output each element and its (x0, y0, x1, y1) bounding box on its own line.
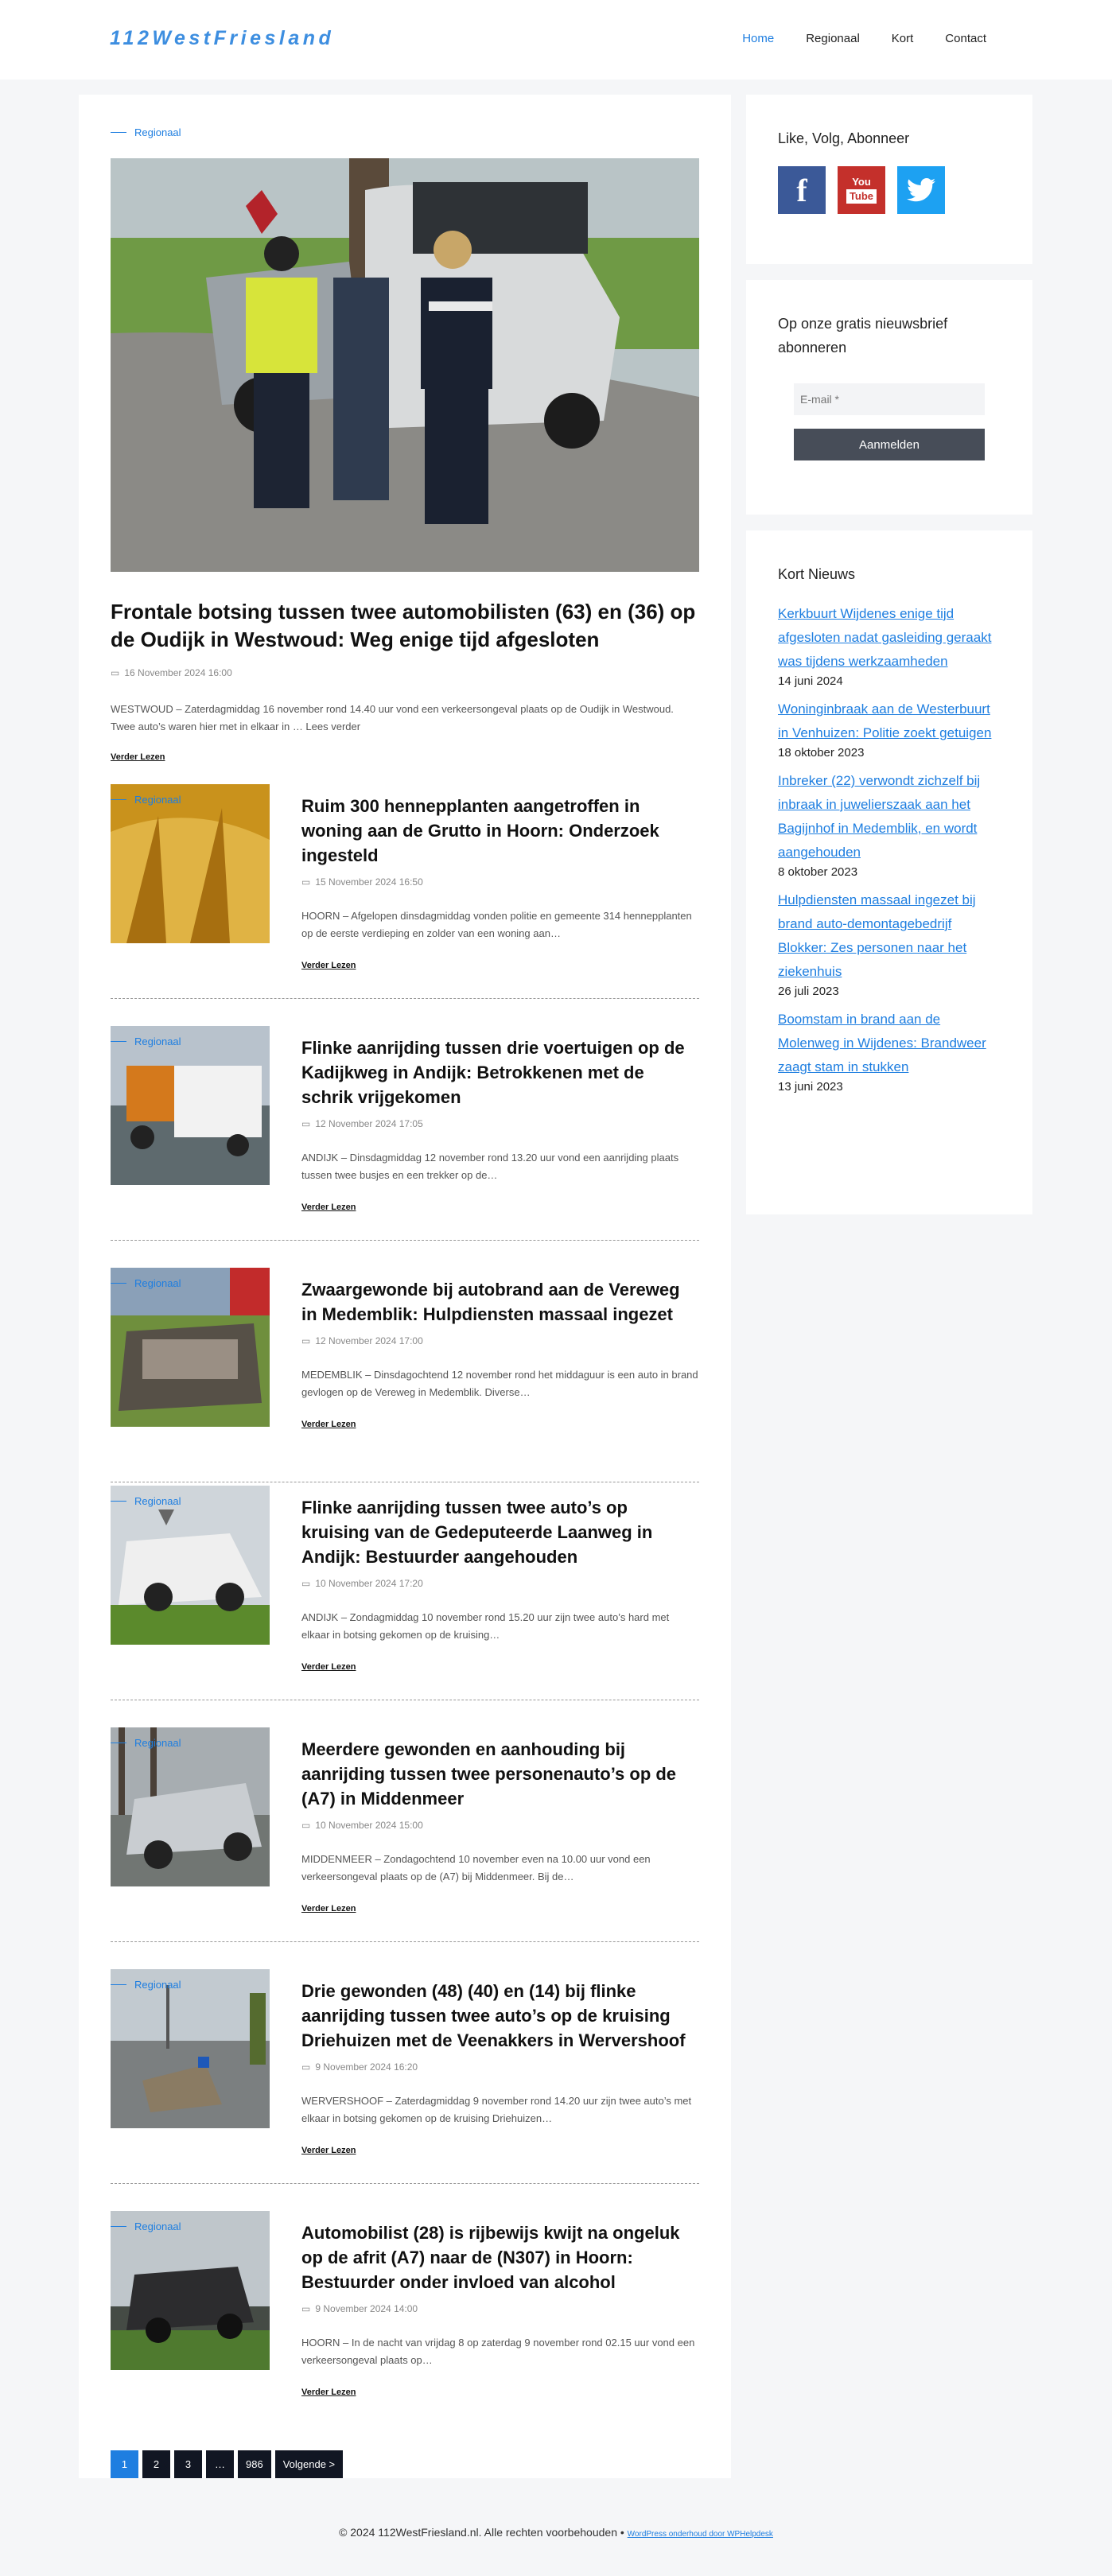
category-label[interactable]: Regionaal (134, 1277, 181, 1289)
article-readmore-link[interactable]: Verder Lezen (301, 2388, 356, 2397)
article-meta (301, 1335, 423, 1346)
article-readmore-link[interactable]: Verder Lezen (301, 2146, 356, 2155)
article-excerpt: HOORN – In de nacht van vrijdag 8 op zaterdag 9 november rond 02.15 uur vond een verkeersongeval plaats op… (301, 2337, 695, 2366)
news-link[interactable]: Kerkbuurt Wijdenes enige tijd afgesloten nadat gasleiding geraakt was tijdens werkzaamheden (778, 606, 992, 669)
page-3-button[interactable]: 3 (174, 2450, 202, 2478)
featured-category[interactable] (111, 126, 699, 138)
news-link[interactable]: Hulpdiensten massaal ingezet bij brand auto-demontagebedrijf Blokker: Zes personen naar het ziekenhuis (778, 892, 976, 979)
divider (111, 998, 699, 999)
article-readmore-link[interactable]: Verder Lezen (301, 1904, 356, 1914)
article-date: 9 November 2024 16:20 (315, 2061, 418, 2073)
article-date: 10 November 2024 17:20 (315, 1578, 423, 1589)
calendar-icon: ▭ (301, 1578, 311, 1589)
site-footer (0, 2526, 1112, 2539)
article-title[interactable]: Drie gewonden (48) (40) en (14) bij flinke aanrijding tussen twee auto’s op de kruising Driehuizen met de Veenakkers in Wervershoof (301, 1981, 686, 2050)
category-line (111, 1984, 126, 1985)
list-item (111, 1727, 699, 1966)
copyright-text: © 2024 112WestFriesland.nl. Alle rechten voorbehouden (339, 2526, 617, 2539)
article-thumbnail[interactable] (111, 2211, 270, 2370)
article-date: 10 November 2024 15:00 (315, 1820, 423, 1831)
category-line (111, 1501, 126, 1502)
subscribe-button[interactable]: Aanmelden (794, 429, 985, 460)
article-thumbnail[interactable] (111, 1486, 270, 1645)
article-thumbnail[interactable] (111, 1969, 270, 2128)
page-ellipsis: … (206, 2450, 234, 2478)
category-line (111, 1283, 126, 1284)
article-category[interactable] (111, 794, 181, 806)
category-line (111, 799, 126, 800)
category-label[interactable]: Regionaal (134, 1737, 181, 1749)
calendar-icon: ▭ (301, 1335, 311, 1346)
social-icons (778, 166, 1001, 214)
article-readmore-link[interactable]: Verder Lezen (301, 1420, 356, 1429)
article-readmore-link[interactable]: Verder Lezen (301, 1662, 356, 1672)
next-page-button[interactable]: Volgende > (275, 2450, 343, 2478)
list-item (111, 1026, 699, 1265)
article-title[interactable]: Automobilist (28) is rijbewijs kwijt na ongeluk op de afrit (A7) naar de (N307) in Hoorn: Bestuurder onder invloed van alcohol (301, 2223, 680, 2292)
article-date: 9 November 2024 14:00 (315, 2303, 418, 2314)
article-thumbnail[interactable] (111, 1268, 270, 1427)
article-thumbnail[interactable] (111, 1026, 270, 1185)
calendar-icon: ▭ (301, 1118, 311, 1129)
nav-regionaal[interactable]: Regionaal (806, 32, 860, 45)
article-category[interactable] (111, 1035, 181, 1047)
article-title[interactable]: Flinke aanrijding tussen drie voertuigen op de Kadijkweg in Andijk: Betrokkenen met de schrik vrijgekomen (301, 1038, 685, 1107)
article-meta (301, 1578, 423, 1589)
article-meta (301, 2303, 418, 2314)
divider (111, 1941, 699, 1942)
article-meta (301, 1118, 423, 1129)
featured-meta (111, 667, 232, 678)
calendar-icon: ▭ (301, 2061, 311, 2073)
article-meta (301, 2061, 418, 2073)
credit-link[interactable]: WordPress onderhoud door WPHelpdesk (627, 2530, 773, 2539)
category-label[interactable]: Regionaal (134, 126, 181, 138)
article-excerpt: ANDIJK – Dinsdagmiddag 12 november rond 13.20 uur vond een aanrijding plaats tussen twee busjes en een trekker op de… (301, 1152, 679, 1181)
list-item (111, 1486, 699, 1724)
article-thumbnail[interactable] (111, 784, 270, 943)
news-link[interactable]: Woninginbraak aan de Westerbuurt in Venhuizen: Politie zoekt getuigen (778, 701, 992, 740)
nav-home[interactable]: Home (742, 32, 775, 45)
featured-article (111, 126, 699, 762)
nav-contact[interactable]: Contact (945, 32, 986, 45)
article-excerpt: MEDEMBLIK – Dinsdagochtend 12 november rond het middaguur is een auto in brand gevlogen op de Vereweg in Medemblik. Diverse… (301, 1369, 698, 1398)
newsletter-widget (746, 280, 1032, 515)
featured-readmore-link[interactable]: Verder Lezen (111, 752, 165, 762)
article-meta (301, 876, 423, 888)
news-date: 13 juni 2023 (778, 1080, 843, 1094)
article-category[interactable] (111, 1979, 181, 1991)
social-widget (746, 95, 1032, 264)
newsletter-form (778, 383, 1001, 460)
article-title[interactable]: Meerdere gewonden en aanhouding bij aanrijding tussen twee personenauto’s op de (A7) in Middenmeer (301, 1739, 677, 1809)
news-date: 14 juni 2024 (778, 674, 843, 688)
nav-kort[interactable]: Kort (891, 32, 914, 45)
youtube-icon[interactable]: You Tube (838, 166, 885, 214)
list-item (111, 784, 699, 1023)
main-content (79, 95, 731, 2478)
divider (111, 2183, 699, 2184)
social-widget-title: Like, Volg, Abonneer (778, 130, 910, 146)
article-meta (301, 1820, 423, 1831)
footer-separator: • (620, 2526, 628, 2539)
page-last-button[interactable]: 986 (238, 2450, 271, 2478)
calendar-icon: ▭ (301, 2303, 311, 2314)
short-news-widget (746, 530, 1032, 1214)
calendar-icon: ▭ (111, 667, 120, 678)
category-label[interactable]: Regionaal (134, 1035, 181, 1047)
article-date: 15 November 2024 16:50 (315, 876, 423, 888)
article-thumbnail[interactable] (111, 1727, 270, 1886)
main-nav (742, 32, 986, 45)
article-excerpt: MIDDENMEER – Zondagochtend 10 november even na 10.00 uur vond een verkeersongeval plaats op de (A7) bij Middenmeer. Bij de… (301, 1853, 651, 1882)
featured-image[interactable] (111, 158, 699, 572)
article-date: 12 November 2024 17:00 (315, 1335, 423, 1346)
facebook-icon[interactable]: f (778, 166, 826, 214)
article-excerpt: WERVERSHOOF – Zaterdagmiddag 9 november rond 14.20 uur zijn twee auto’s met elkaar in botsing gekomen op de kruising Driehuizen… (301, 2095, 692, 2124)
article-readmore-link[interactable]: Verder Lezen (301, 961, 356, 970)
article-title[interactable]: Flinke aanrijding tussen twee auto’s op kruising van de Gedeputeerde Laanweg in Andijk: Bestuurder aangehouden (301, 1498, 653, 1567)
news-link[interactable]: Boomstam in brand aan de Molenweg in Wijdenes: Brandweer zaagt stam in stukken (778, 1012, 986, 1074)
divider (111, 1240, 699, 1241)
category-label[interactable]: Regionaal (134, 1979, 181, 1991)
page-1-button[interactable]: 1 (111, 2450, 138, 2478)
article-date: 12 November 2024 17:05 (315, 1118, 423, 1129)
article-category[interactable] (111, 1495, 181, 1507)
category-line (111, 132, 126, 133)
short-news-title: Kort Nieuws (778, 566, 856, 582)
category-label[interactable]: Regionaal (134, 1495, 181, 1507)
article-title[interactable]: Ruim 300 hennepplanten aangetroffen in woning aan de Grutto in Hoorn: Onderzoek ingesteld (301, 796, 659, 865)
article-readmore-link[interactable]: Verder Lezen (301, 1203, 356, 1212)
news-link[interactable]: Inbreker (22) verwondt zichzelf bij inbraak in juwelierszaak aan het Bagijnhof in Medemblik, en wordt aangehouden (778, 773, 981, 860)
category-label[interactable]: Regionaal (134, 794, 181, 806)
list-item (111, 1268, 699, 1506)
article-category[interactable] (111, 1737, 181, 1749)
page-2-button[interactable]: 2 (142, 2450, 170, 2478)
pagination (111, 2450, 343, 2478)
featured-date: 16 November 2024 16:00 (124, 667, 232, 678)
article-excerpt: ANDIJK – Zondagmiddag 10 november rond 15.20 uur zijn twee auto’s hard met elkaar in botsing gekomen op de kruising… (301, 1611, 670, 1641)
category-line (111, 1041, 126, 1042)
category-line (111, 2226, 126, 2227)
featured-title[interactable]: Frontale botsing tussen twee automobilisten (63) en (36) op de Oudijk in Westwoud: Weg enige tijd afgesloten (111, 600, 696, 651)
email-field[interactable] (794, 383, 985, 415)
news-date: 26 juli 2023 (778, 985, 839, 998)
featured-excerpt: WESTWOUD – Zaterdagmiddag 16 november rond 14.40 uur vond een verkeersongeval plaats op de Oudijk in Westwoud. Twee auto’s waren hier met in elkaar in … Lees verder (111, 703, 674, 732)
list-item (111, 1969, 699, 2208)
newsletter-title: Op onze gratis nieuwsbrief abonneren (778, 316, 948, 356)
site-logo[interactable]: 112WestFriesland (110, 27, 335, 49)
article-excerpt: HOORN – Afgelopen dinsdagmiddag vonden politie en gemeente 314 hennepplanten op de eerste verdieping en zolder van een woning aan… (301, 910, 692, 939)
article-title[interactable]: Zwaargewonde bij autobrand aan de Vereweg in Medemblik: Hulpdiensten massaal ingezet (301, 1280, 680, 1324)
category-label[interactable]: Regionaal (134, 2220, 181, 2232)
news-date: 18 oktober 2023 (778, 746, 865, 760)
article-category[interactable] (111, 2220, 181, 2232)
twitter-icon[interactable] (897, 166, 945, 214)
article-category[interactable] (111, 1277, 181, 1289)
news-date: 8 oktober 2023 (778, 865, 858, 879)
calendar-icon: ▭ (301, 1820, 311, 1831)
calendar-icon: ▭ (301, 876, 311, 888)
site-header (0, 0, 1112, 80)
list-item (111, 2211, 699, 2450)
